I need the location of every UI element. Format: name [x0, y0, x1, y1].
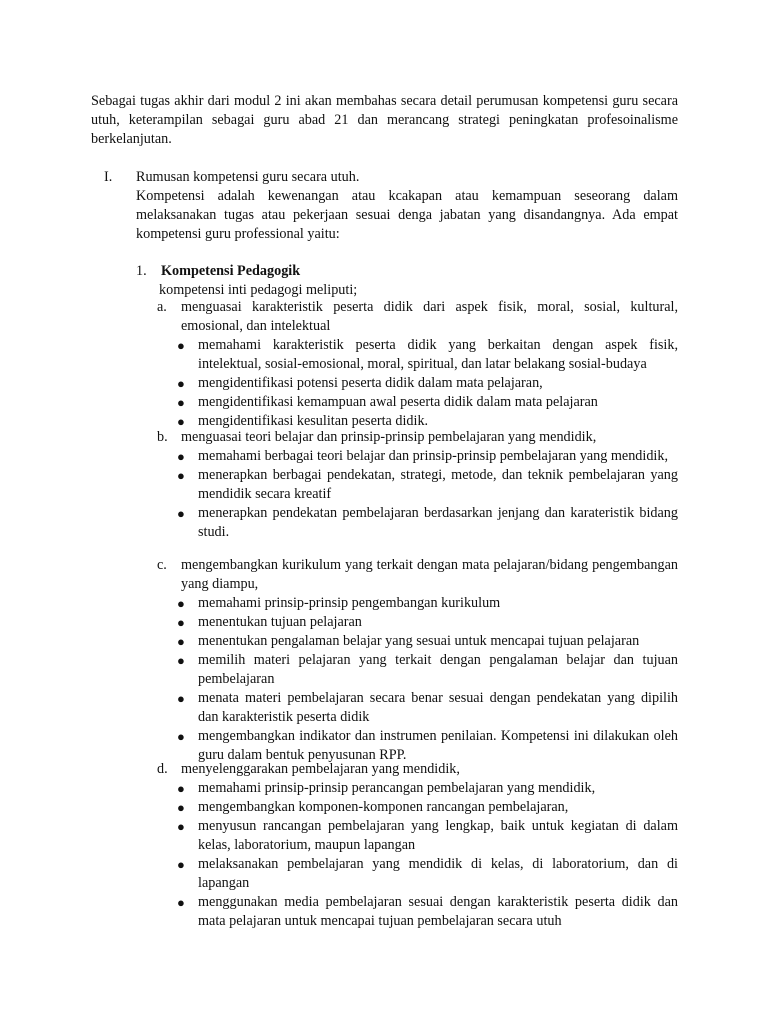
list-item — [157, 466, 678, 504]
bullet-text: menerapkan berbagai pendekatan, strategi, metode, dan teknik pembelajaran yang mendidik secara kreatif — [198, 467, 678, 502]
section-number: I. — [104, 169, 113, 185]
list-item — [157, 594, 678, 613]
bullet-icon: ● — [177, 653, 185, 668]
bullet-icon: ● — [177, 691, 185, 706]
list-item — [157, 632, 678, 651]
item-letter: c. — [157, 557, 167, 573]
bullet-list — [157, 447, 678, 542]
bullet-icon: ● — [177, 449, 185, 464]
bullet-icon: ● — [177, 395, 185, 410]
list-item — [157, 613, 678, 632]
bullet-text: mengembangkan indikator dan instrumen penilaian. Kompetensi ini dilakukan oleh guru dalam bentuk penyusunan RPP. — [198, 728, 678, 763]
item-letter: d. — [157, 761, 168, 777]
bullet-text: melaksanakan pembelajaran yang mendidik di kelas, di laboratorium, dan di lapangan — [198, 856, 678, 891]
bullet-list — [157, 594, 678, 765]
bullet-text: mengidentifikasi kemampuan awal peserta didik dalam mata pelajaran — [198, 394, 598, 410]
bullet-icon: ● — [177, 468, 185, 483]
list-item — [157, 447, 678, 466]
list-item — [157, 798, 678, 817]
list-item — [157, 336, 678, 374]
subsection-title: Kompetensi Pedagogik — [161, 263, 301, 279]
bullet-text: menata materi pembelajaran secara benar sesuai dengan pendekatan yang dipilih dan karakteristik peserta didik — [198, 690, 678, 725]
bullet-icon: ● — [177, 414, 185, 429]
list-item — [157, 393, 678, 412]
bullet-icon: ● — [177, 729, 185, 744]
bullet-icon: ● — [177, 800, 185, 815]
list-item — [157, 855, 678, 893]
item-text: menyelenggarakan pembelajaran yang mendidik, — [181, 761, 460, 777]
list-item — [157, 817, 678, 855]
list-item — [157, 779, 678, 798]
bullet-text: menggunakan media pembelajaran sesuai dengan karakteristik peserta didik dan mata pelajaran untuk mencapai tujuan pembelajaran secara utuh — [198, 894, 678, 929]
list-item — [157, 651, 678, 689]
bullet-icon: ● — [177, 781, 185, 796]
bullet-icon: ● — [177, 895, 185, 910]
list-item — [157, 689, 678, 727]
subsection-intro: kompetensi inti pedagogi meliputi; — [159, 282, 358, 298]
section-title: Rumusan kompetensi guru secara utuh. — [136, 169, 360, 185]
bullet-text: memahami prinsip-prinsip perancangan pembelajaran yang mendidik, — [198, 780, 596, 796]
bullet-icon: ● — [177, 615, 185, 630]
competency-item-d — [157, 760, 678, 931]
item-text: mengembangkan kurikulum yang terkait dengan mata pelajaran/bidang pengembangan yang diampu, — [181, 557, 678, 592]
bullet-text: memilih materi pelajaran yang terkait dengan pengalaman belajar dan tujuan pembelajaran — [198, 652, 678, 687]
bullet-text: memahami karakteristik peserta didik yang berkaitan dengan aspek fisik, intelektual, sosial-emosional, moral, spiritual, dan latar belakang sosial-budaya — [198, 337, 678, 372]
bullet-text: mengidentifikasi potensi peserta didik dalam mata pelajaran, — [198, 375, 543, 391]
intro-paragraph: Sebagai tugas akhir dari modul 2 ini akan membahas secara detail perumusan kompetensi guru secara utuh, keterampilan sebagai guru abad 21 dan merancang strategi peningkatan profesoinalisme berkelanjutan. — [91, 93, 678, 147]
bullet-text: menentukan tujuan pelajaran — [198, 614, 362, 630]
bullet-text: menerapkan pendekatan pembelajaran berdasarkan jenjang dan karateristik bidang studi. — [198, 505, 678, 540]
item-text: menguasai teori belajar dan prinsip-prinsip pembelajaran yang mendidik, — [181, 429, 597, 445]
bullet-text: menentukan pengalaman belajar yang sesuai untuk mencapai tujuan pelajaran — [198, 633, 640, 649]
bullet-list — [157, 336, 678, 431]
list-item — [157, 374, 678, 393]
bullet-text: mengidentifikasi kesulitan peserta didik. — [198, 413, 429, 429]
item-letter: b. — [157, 429, 168, 445]
bullet-icon: ● — [177, 506, 185, 521]
subsection-number: 1. — [136, 263, 147, 279]
bullet-list — [157, 779, 678, 931]
item-text: menguasai karakteristik peserta didik dari aspek fisik, moral, sosial, kultural, emosional, dan intelektual — [181, 299, 678, 334]
bullet-icon: ● — [177, 634, 185, 649]
item-letter: a. — [157, 299, 167, 315]
competency-item-b — [157, 428, 678, 542]
bullet-text: memahami prinsip-prinsip pengembangan kurikulum — [198, 595, 501, 611]
bullet-text: memahami berbagai teori belajar dan prinsip-prinsip pembelajaran yang mendidik, — [198, 448, 668, 464]
bullet-icon: ● — [177, 376, 185, 391]
bullet-text: mengembangkan komponen-komponen rancangan pembelajaran, — [198, 799, 569, 815]
competency-item-c — [157, 556, 678, 765]
bullet-text: menyusun rancangan pembelajaran yang lengkap, baik untuk kegiatan di dalam kelas, laboratorium, maupun lapangan — [198, 818, 678, 853]
section-text: Kompetensi adalah kewenangan atau kcakapan atau kemampuan seseorang dalam melaksanakan tugas atau pekerjaan sesuai denga jabatan yang disandangnya. Ada empat kompetensi guru professional yaitu: — [136, 188, 678, 242]
list-item — [157, 504, 678, 542]
section-body — [136, 168, 678, 244]
competency-item-a — [157, 298, 678, 431]
bullet-icon: ● — [177, 596, 185, 611]
list-item — [157, 893, 678, 931]
bullet-icon: ● — [177, 338, 185, 353]
bullet-icon: ● — [177, 857, 185, 872]
bullet-icon: ● — [177, 819, 185, 834]
